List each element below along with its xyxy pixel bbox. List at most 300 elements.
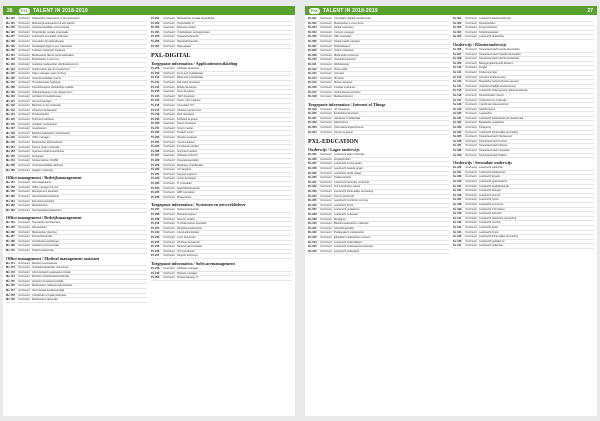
listing-code: Mo 163 [6, 208, 15, 212]
listing-description: Leerkracht anderstaligen [334, 240, 363, 244]
listing-name: Voorbeeld [320, 53, 332, 57]
listing-description: Ingenieur elektromechanica [32, 150, 64, 154]
listing-code: Po 242 [151, 231, 160, 235]
listing-name: Voorbeeld [18, 194, 30, 198]
listing-code: Po 232 [151, 177, 160, 181]
listing-name: Voorbeeld [18, 159, 30, 163]
listing-name: Voorbeeld [320, 162, 332, 166]
listing-description: Medisch administratief bediende [32, 275, 70, 279]
listing-name: Voorbeeld [163, 17, 175, 20]
listing-code: So 416 [453, 93, 462, 97]
listing-code: Po 233 [151, 182, 160, 185]
listing-code: Po 228 [151, 159, 160, 163]
listing-description: Begeleider jeugdwerk [479, 121, 504, 125]
listing-code: So 406 [453, 47, 462, 51]
listing-name: Voorbeeld [320, 235, 332, 239]
listing-name: Voorbeeld [465, 130, 477, 134]
listing-name: Voorbeeld [320, 35, 332, 39]
listing-name: Voorbeeld [18, 181, 30, 185]
listing-description: Full-stack developer [177, 80, 201, 84]
listing-code: Mo 156 [6, 168, 15, 172]
listing-name: Voorbeeld [320, 212, 332, 216]
listing-description: Leerkracht Nederlands [479, 170, 506, 174]
listing-code: Mo 145 [6, 118, 15, 122]
listing-name: Voorbeeld [320, 90, 332, 94]
listing-description: Teamleider administratie [32, 221, 61, 225]
listing-description: Functioneel analist [177, 145, 199, 149]
listing-description: Leerkracht Frans [479, 230, 499, 234]
listing-group [453, 17, 594, 40]
listing-description: Logopedist [479, 112, 492, 116]
listing-code: Ro 306 [308, 39, 317, 43]
listing-name: Voorbeeld [465, 116, 477, 120]
listing-code: So 415 [453, 89, 462, 93]
listing-row [453, 35, 594, 40]
listing-name: Voorbeeld [320, 30, 332, 34]
listing-name: Voorbeeld [163, 90, 175, 94]
listing-code: Po 225 [151, 145, 160, 149]
listing-code: So 430 [453, 166, 462, 170]
listing-name: Voorbeeld [18, 99, 30, 103]
listing-code: So 408 [453, 57, 462, 61]
listing-name: Voorbeeld [163, 113, 175, 117]
listing-code: Mo 168 [6, 239, 15, 243]
listing-code: So 439 [453, 207, 462, 211]
listing-row [151, 254, 292, 259]
listing-description: Dossierbeheerder [32, 235, 53, 239]
listing-name: Voorbeeld [163, 212, 175, 216]
listing-description: Projectleider sociale organisatie [32, 30, 69, 34]
listing-description: Leerkracht godsdienst [479, 239, 505, 243]
listing-name: Voorbeeld [465, 139, 477, 143]
listing-name: Voorbeeld [163, 226, 175, 230]
listing-code: Mo 173 [6, 270, 15, 274]
listing-code: Po 212 [151, 85, 160, 89]
listing-code: So 440 [453, 212, 462, 216]
listing-code: So 432 [453, 175, 462, 179]
listing-description: Software engineer [177, 117, 199, 121]
listing-name: Voorbeeld [18, 90, 30, 94]
listing-code: Mo 124 [6, 21, 15, 25]
listing-name: Voorbeeld [163, 195, 175, 199]
listing-code: So 419 [453, 107, 462, 111]
listing-description: Leerkracht lichamelijke opvoeding [334, 190, 374, 193]
listing-name: Voorbeeld [465, 180, 477, 183]
listing-description: 3D artist [334, 76, 344, 80]
listing-description: Leerkracht eerste graad [334, 162, 362, 166]
listing-description: Leerkracht muziek [479, 221, 501, 225]
listing-code: Ro 302 [308, 21, 317, 25]
listing-description: BI developer [177, 195, 192, 199]
listing-code: Mo 172 [6, 266, 15, 270]
listing-name: Voorbeeld [320, 85, 332, 89]
listing-name: Voorbeeld [465, 149, 477, 153]
subsection-heading: Onderwijs / Secundair onderwijs [453, 160, 512, 166]
listing-description: Windows beheerder [177, 240, 201, 244]
listing-description: Administratief medewerker kliniek [32, 270, 71, 274]
listing-name: Voorbeeld [18, 204, 30, 208]
listing-description: Systeembeheerder [177, 35, 199, 39]
listing-name: Voorbeeld [465, 21, 477, 25]
listing-description: Interactieontwerper [334, 58, 357, 62]
listing-code: Ro 325 [308, 153, 317, 157]
listing-group [6, 181, 147, 213]
listing-description: Kinderbegeleider [479, 30, 499, 34]
listing-description: Beleidsmedewerker stad Hasselt [32, 131, 70, 135]
listing-description: Business analist [177, 26, 196, 30]
page-header [3, 6, 295, 15]
listing-name: Voorbeeld [163, 122, 175, 126]
listing-name: Voorbeeld [465, 61, 477, 65]
listing-name: Voorbeeld [320, 203, 332, 207]
listing-name: Voorbeeld [465, 98, 477, 102]
listing-description: Webdesigner [334, 62, 350, 66]
listing-description: Ontwikkelaar webapplicaties [177, 30, 210, 34]
listing-name: Voorbeeld [465, 230, 477, 234]
listing-name: Voorbeeld [465, 89, 477, 93]
listing-description: Productieleider [32, 113, 50, 117]
listing-code: Mo 176 [6, 284, 15, 288]
listing-code: Ro 331 [308, 180, 317, 184]
listing-row [151, 196, 292, 201]
listing-name: Voorbeeld [18, 26, 30, 30]
listing-code: Ro 310 [308, 58, 317, 62]
listing-code: Ro 313 [308, 72, 317, 76]
listing-code: Ro 318 [308, 95, 317, 99]
listing-description: Analist-programmeur [177, 108, 202, 112]
listing-code: Ro 337 [308, 208, 317, 212]
listing-name: Voorbeeld [18, 248, 30, 252]
listing-description: Juridisch medewerker [32, 122, 58, 126]
listing-description: Verantwoordelijke aankoop [32, 164, 64, 167]
listing-description: Bachelor in het onderwijs [32, 104, 61, 108]
listing-description: Software developer [177, 67, 200, 71]
listing-name: Voorbeeld [320, 81, 332, 85]
listing-description: Support technicus [177, 254, 198, 258]
listing-code: Mo 128 [6, 39, 15, 43]
listing-code: Mo 175 [6, 279, 15, 283]
listing-row [6, 169, 147, 174]
listing-group [151, 208, 292, 259]
listing-name: Voorbeeld [163, 276, 175, 280]
listing-code: Mo 164 [6, 221, 15, 225]
listing-name: Voorbeeld [18, 21, 30, 25]
listing-description: Accountmanager [32, 99, 52, 103]
listing-code: So 426 [453, 139, 462, 143]
listing-group [308, 153, 449, 254]
listing-name: Voorbeeld [18, 72, 30, 76]
listing-description: Multimedia ontwerper [334, 53, 359, 57]
listing-code: Mo 167 [6, 235, 15, 239]
listing-description: Back-end ontwikkelaar [177, 76, 204, 80]
listing-name: Voorbeeld [18, 208, 30, 212]
listing-description: Leerkracht godsdienst [334, 208, 360, 212]
listing-description: Brugfiguur [334, 217, 346, 221]
listing-group [151, 67, 292, 200]
listing-name: Voorbeeld [18, 145, 30, 149]
listing-name: Voorbeeld [320, 17, 332, 20]
listing-description: Leerkracht informatica [479, 207, 505, 211]
listing-code: Ro 323 [308, 126, 317, 130]
listing-name: Voorbeeld [18, 190, 30, 194]
listing-name: Voorbeeld [465, 80, 477, 84]
listing-description: Kleuterleidster [479, 21, 496, 25]
listing-name: Voorbeeld [18, 185, 30, 189]
listing-name: Voorbeeld [163, 80, 175, 84]
listing-description: ICT-coördinator school [334, 185, 361, 189]
header-title: TALENT IN 2018-2019 [33, 7, 88, 14]
listing-name: Voorbeeld [320, 199, 332, 203]
listing-description: Zorgleerkracht [334, 157, 351, 161]
left-column-2 [151, 17, 292, 303]
listing-description: Hardware ontwikkelaar [334, 116, 361, 120]
listing-description: Zorgcoördinator [479, 26, 498, 30]
listing-description: Product owner [177, 131, 194, 135]
listing-code: Mo 148 [6, 131, 15, 135]
listing-name: Voorbeeld [163, 21, 175, 25]
listing-description: Fotograaf [32, 154, 44, 158]
listing-description: Kinderverzorger [479, 70, 498, 74]
subsection-heading: Toegepaste informatica / Softwaremanagement [151, 260, 235, 266]
listing-name: Voorbeeld [465, 70, 477, 74]
listing-name: Voorbeeld [18, 30, 30, 34]
listing-name: Voorbeeld [320, 226, 332, 230]
listing-name: Voorbeeld [465, 225, 477, 229]
listing-name: Voorbeeld [18, 284, 30, 288]
listing-description: Leerkracht economie [479, 202, 504, 206]
listing-code: Po 247 [151, 254, 160, 258]
listing-name: Voorbeeld [320, 107, 332, 111]
listing-name: Voorbeeld [163, 149, 175, 153]
listing-code: Mo 142 [6, 104, 15, 108]
pxl-logo: PXL [20, 8, 29, 13]
listing-code: Po 217 [151, 108, 160, 112]
listing-description: Medewerker e-commerce [334, 21, 364, 25]
listing-code: So 411 [453, 70, 462, 74]
listing-description: Leerkracht derde graad [334, 171, 361, 175]
listing-name: Voorbeeld [465, 26, 477, 30]
listing-name: Voorbeeld [320, 121, 332, 125]
listing-description: Linux beheerder [177, 235, 196, 239]
listing-description: Coördinator zorgadministratie [32, 293, 67, 297]
listing-name: Voorbeeld [320, 21, 332, 25]
pxl-logo: PXL [310, 8, 319, 13]
listing-description: Technisch adviseur [32, 118, 55, 122]
listing-name: Voorbeeld [163, 245, 175, 249]
listing-name: Voorbeeld [320, 231, 332, 235]
listing-name: Voorbeeld [320, 190, 332, 193]
listing-description: Kleuterleerkracht Steiner [479, 144, 508, 148]
listing-group [151, 17, 292, 49]
listing-code: Mo 137 [6, 81, 15, 85]
listing-name: Voorbeeld [18, 53, 30, 57]
listing-description: Begeleider buitenschoolse opvang [479, 80, 519, 84]
listing-code: Po 248 [151, 266, 160, 270]
listing-name: Voorbeeld [18, 141, 30, 145]
listing-name: Voorbeeld [163, 217, 175, 221]
listing-code: Mo 146 [6, 122, 15, 126]
listing-code: So 436 [453, 193, 462, 197]
listing-name: Voorbeeld [465, 135, 477, 139]
listing-code: So 437 [453, 198, 462, 202]
listing-name: Voorbeeld [320, 240, 332, 244]
listing-code: Mo 165 [6, 225, 15, 229]
listing-description: Scrum master [177, 126, 194, 130]
listing-description: Network administrator [177, 245, 203, 249]
listing-description: Front-end ontwikkelaar [177, 71, 204, 75]
listing-code: Mo 125 [6, 26, 15, 30]
listing-code: Ro 308 [308, 49, 317, 53]
listing-row [308, 95, 449, 100]
listing-description: Directieassistent [32, 181, 52, 185]
listing-name: Voorbeeld [465, 84, 477, 88]
listing-code: Po 213 [151, 90, 160, 94]
listing-name: Voorbeeld [18, 67, 30, 71]
listing-description: Kleuterleidster interim [479, 93, 505, 97]
listing-row [6, 209, 147, 214]
listing-code: Ro 324 [308, 130, 317, 134]
listing-name: Voorbeeld [18, 266, 30, 270]
listing-name: Voorbeeld [465, 144, 477, 148]
listing-name: Voorbeeld [465, 193, 477, 197]
listing-name: Voorbeeld [465, 112, 477, 116]
listing-name: Voorbeeld [320, 58, 332, 62]
listing-name: Voorbeeld [18, 293, 30, 297]
listing-code: Po 221 [151, 126, 160, 130]
listing-code: So 403 [453, 26, 462, 30]
listing-description: UX designer [177, 168, 192, 172]
listing-description: Management assistant [32, 190, 59, 194]
listing-row [151, 45, 292, 50]
listing-name: Voorbeeld [18, 81, 30, 85]
listing-name: Voorbeeld [18, 244, 30, 248]
listing-code: So 422 [453, 121, 462, 125]
listing-name: Voorbeeld [18, 168, 30, 172]
listing-description: Sales manager regio Limburg [32, 72, 67, 76]
listing-description: Interim leerkracht [334, 194, 355, 198]
listing-code: Po 236 [151, 195, 160, 199]
subsection-heading: Onderwijs / Lager onderwijs [308, 147, 360, 153]
listing-description: Helpdeskmedewerker [177, 226, 203, 230]
listing-name: Voorbeeld [163, 159, 175, 163]
listing-name: Voorbeeld [465, 103, 477, 107]
listing-code: Mo 149 [6, 136, 15, 140]
listing-row [308, 131, 449, 136]
listing-name: Voorbeeld [465, 66, 477, 70]
listing-description: Onderzoeker aan de hogeschool [32, 67, 70, 71]
listing-code: Ro 303 [308, 26, 317, 30]
listing-name: Voorbeeld [320, 217, 332, 221]
listing-description: Leerkracht kleuteronderwijs [479, 17, 511, 20]
listing-group [6, 262, 147, 303]
listing-name: Voorbeeld [320, 167, 332, 171]
listing-code: Mo 126 [6, 30, 15, 34]
listing-description: Social media manager [334, 39, 360, 43]
listing-description: Release manager [177, 271, 198, 275]
listing-name: Voorbeeld [320, 67, 332, 71]
section-heading: Office management / Medical management assistant [6, 255, 100, 261]
listing-name: Voorbeeld [163, 103, 175, 107]
listing-code: Po 207 [151, 44, 160, 48]
listing-description: Bewegingsleerkracht kleuters [479, 61, 513, 65]
listing-code: Po 238 [151, 212, 160, 216]
listing-code: Po 224 [151, 140, 160, 144]
listing-description: Medewerker sociaal secretariaat [177, 17, 215, 20]
listing-name: Voorbeeld [465, 121, 477, 125]
listing-description: IoT developer [334, 107, 350, 111]
listing-description: Docent hoger onderwijs [32, 145, 60, 149]
listing-name: Voorbeeld [163, 26, 175, 30]
listing-code: So 442 [453, 221, 462, 225]
listing-code: Mo 174 [6, 275, 15, 279]
listing-description: Game developer [177, 122, 197, 126]
listing-name: Voorbeeld [18, 136, 30, 140]
listing-name: Voorbeeld [18, 275, 30, 279]
listing-description: HR-assistent [32, 225, 47, 229]
listing-description: Schoolbegeleider [334, 226, 355, 230]
listing-description: Boekhouder in een kmo [32, 58, 60, 62]
listing-name: Voorbeeld [163, 254, 175, 258]
listing-description: Cloud administrator [177, 231, 200, 235]
listing-name: Voorbeeld [18, 76, 30, 80]
listing-code: So 446 [453, 239, 462, 243]
listing-name: Voorbeeld [320, 116, 332, 120]
listing-code: Mo 129 [6, 44, 15, 48]
listing-code: Ro 333 [308, 190, 317, 193]
listing-description: Leerkracht volwassenenonderwijs [334, 245, 373, 249]
listing-code: Mo 161 [6, 199, 15, 203]
listing-code: So 413 [453, 80, 462, 84]
listing-code: Po 246 [151, 249, 160, 253]
listing-name: Voorbeeld [163, 39, 175, 43]
listing-code: Po 218 [151, 113, 160, 117]
listing-description: Leerkracht wiskunde [479, 166, 503, 170]
listing-description: IT consultant [177, 182, 192, 185]
listing-name: Voorbeeld [465, 207, 477, 211]
listing-name: Voorbeeld [163, 35, 175, 39]
listing-code: Mo 159 [6, 190, 15, 194]
listing-code: Po 239 [151, 217, 160, 221]
listing-description: Cloud engineer [177, 140, 195, 144]
listing-name: Voorbeeld [465, 184, 477, 188]
listing-name: Voorbeeld [465, 216, 477, 220]
listing-code: Po 243 [151, 235, 160, 239]
listing-code: Po 215 [151, 99, 160, 103]
listing-code: Po 216 [151, 103, 160, 107]
listing-code: So 434 [453, 184, 462, 188]
listing-description: Medewerker klantendienst [32, 141, 63, 145]
listing-name: Voorbeeld [465, 189, 477, 193]
listing-description: Kleuterleerkracht tweede kleuterklas [479, 52, 521, 56]
listing-name: Voorbeeld [18, 279, 30, 283]
listing-code: Ro 312 [308, 67, 317, 71]
listing-description: Leerkracht Frans [334, 203, 354, 207]
listing-code: Mo 144 [6, 113, 15, 117]
listing-code: Po 235 [151, 191, 160, 195]
listing-name: Voorbeeld [320, 176, 332, 180]
listing-code: Po 201 [151, 17, 160, 20]
listing-code: Mo 171 [6, 261, 15, 265]
listing-description: Zorgjuf [479, 66, 488, 70]
listing-name: Voorbeeld [18, 95, 30, 99]
listing-name: Voorbeeld [320, 153, 332, 157]
listing-code: Po 203 [151, 26, 160, 30]
listing-code: So 429 [453, 153, 462, 157]
listing-code: Mo 133 [6, 62, 15, 66]
listing-description: Medewerker planning [32, 230, 57, 234]
listing-description: Beleidsmedewerker onderwijs [334, 222, 369, 226]
listing-description: Grafisch ontwerper freelance [32, 49, 66, 53]
